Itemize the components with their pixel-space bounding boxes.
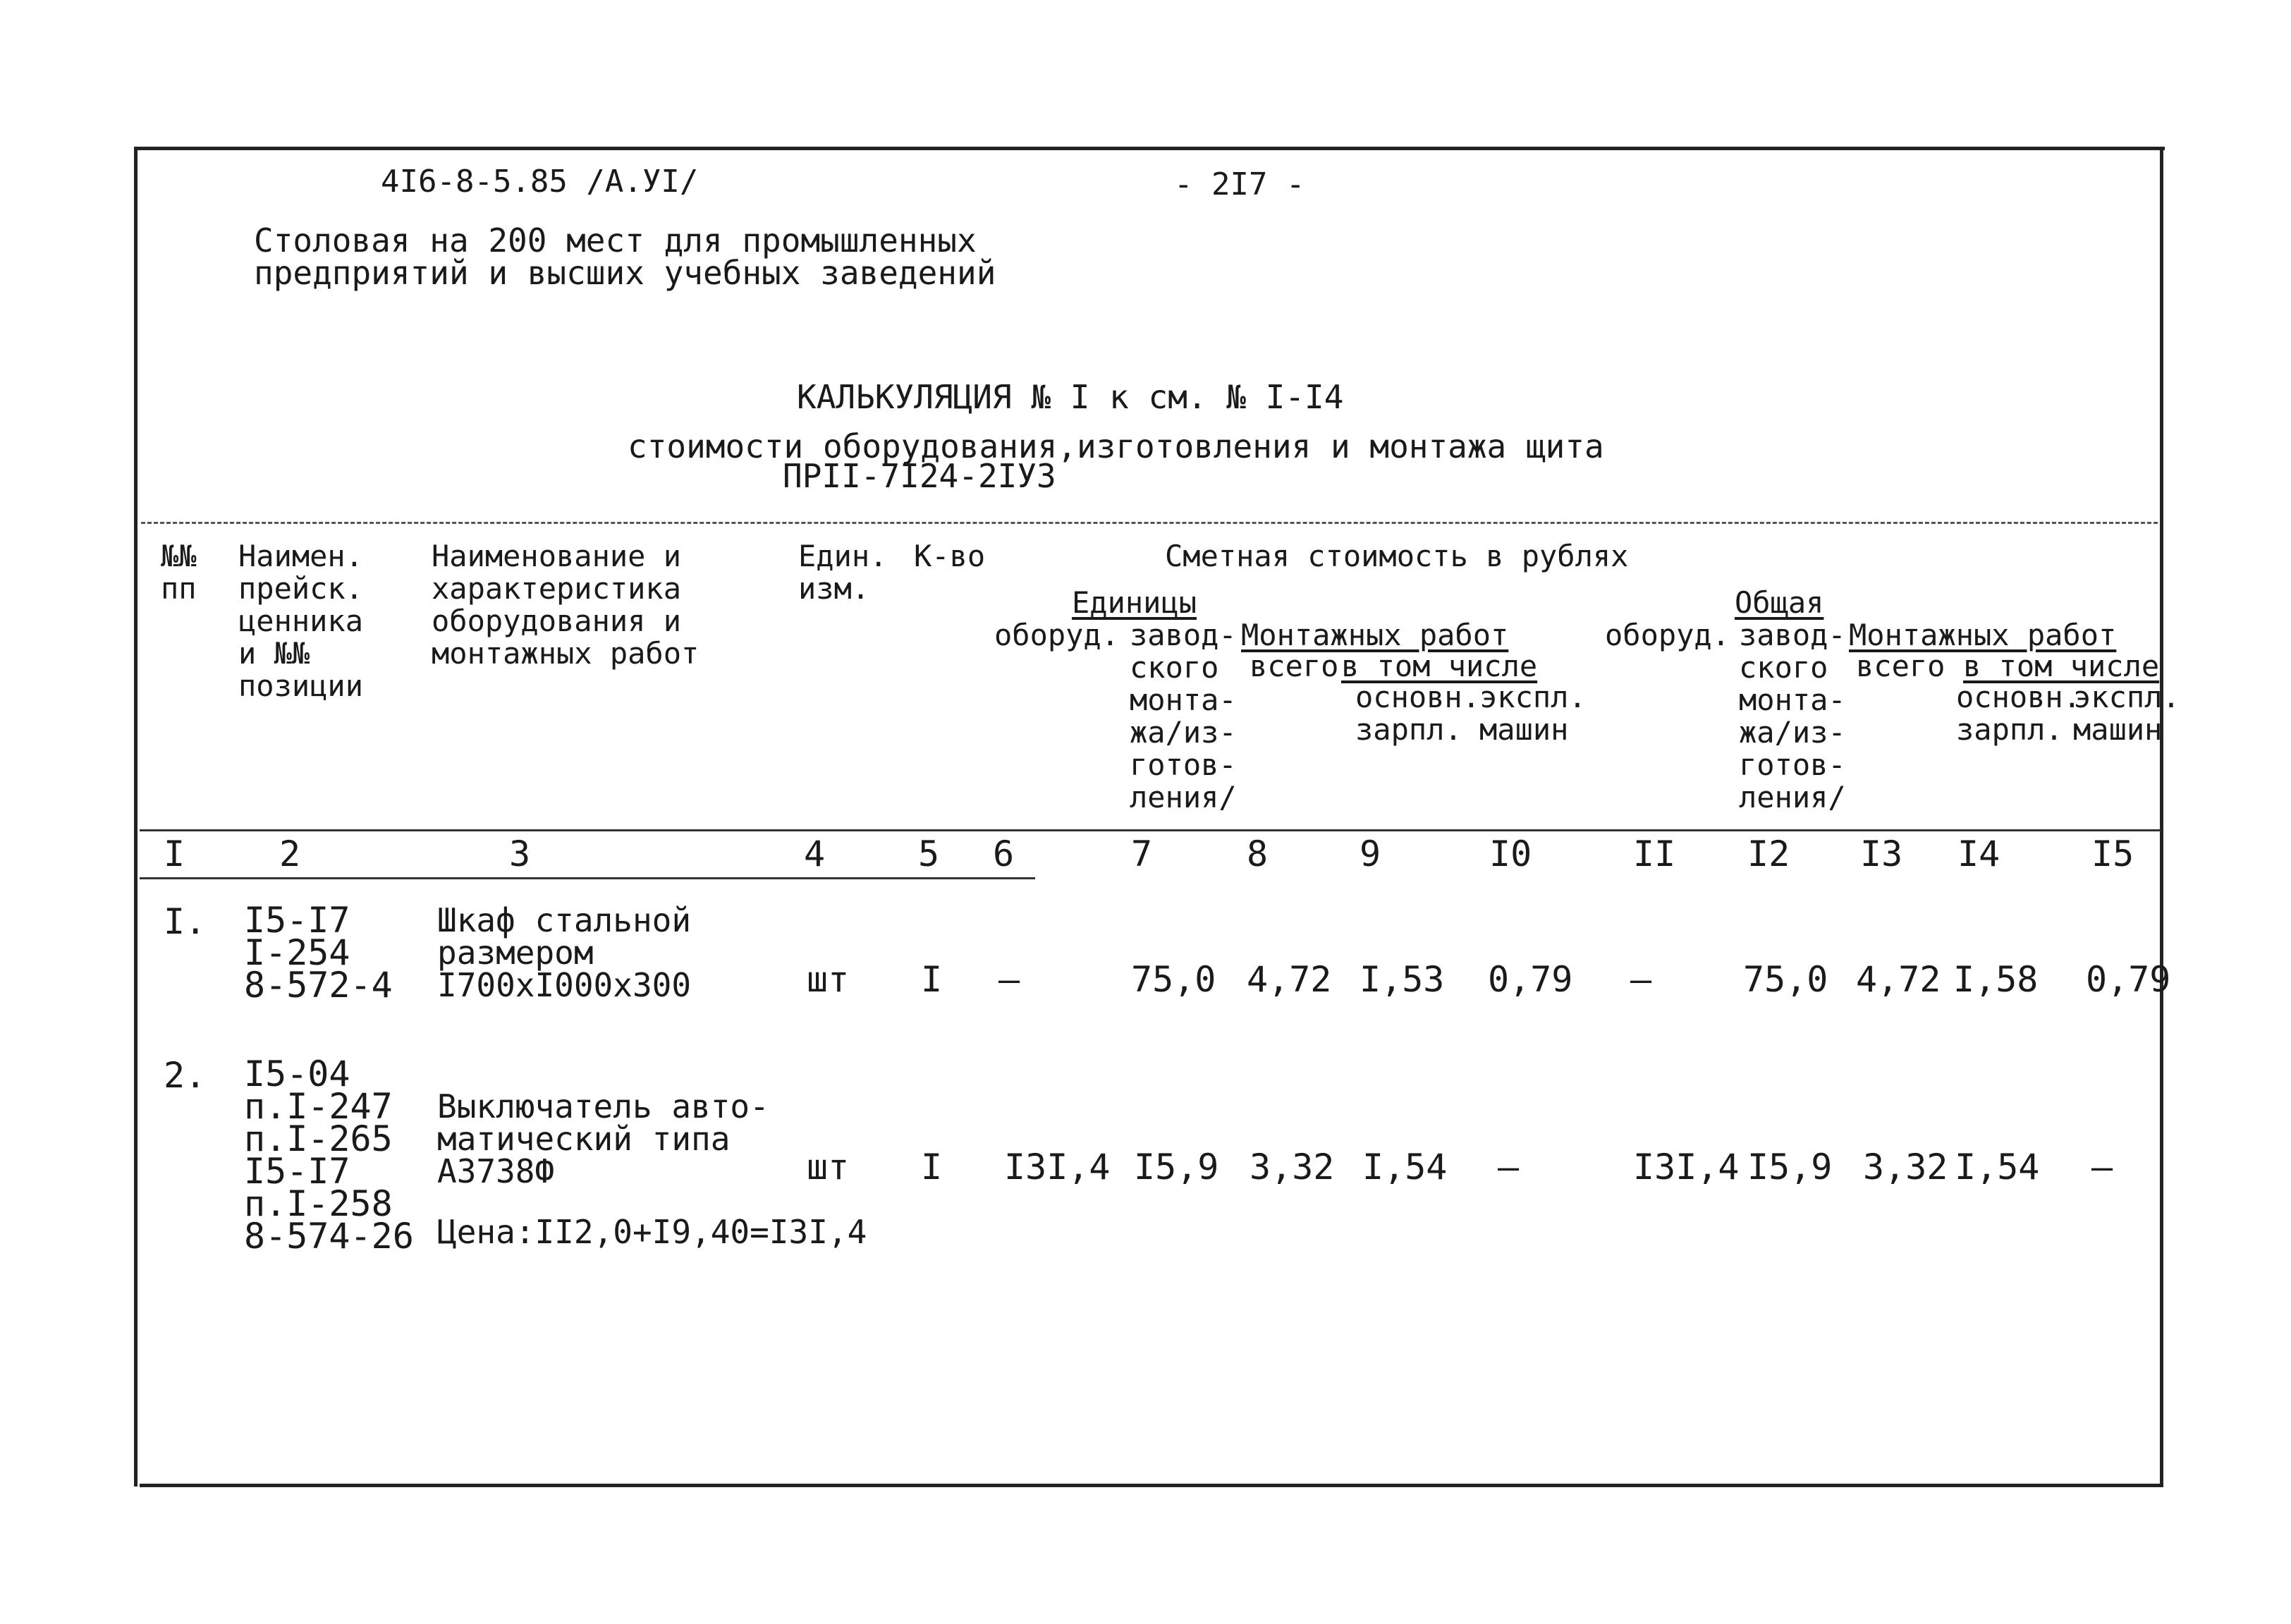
row-total-factory: I5,9 bbox=[1747, 1147, 1833, 1188]
header-col-pricelist: Наимен. прейск. ценника и №№ позиции bbox=[238, 539, 364, 703]
header-total-equipment: оборуд. bbox=[1605, 618, 1730, 652]
row-unit-wages: I,54 bbox=[1362, 1147, 1448, 1188]
header-unit-total: всего bbox=[1250, 649, 1339, 683]
row-total-mount-total: 3,32 bbox=[1863, 1147, 1948, 1188]
column-number: 4 bbox=[804, 834, 826, 874]
column-number: I0 bbox=[1489, 834, 1532, 874]
row-unit: шт bbox=[807, 959, 850, 1000]
column-number: I5 bbox=[2091, 834, 2134, 874]
row-qty: I bbox=[921, 959, 943, 1000]
column-number: 9 bbox=[1360, 834, 1381, 874]
header-unit-equipment: оборуд. bbox=[994, 618, 1120, 652]
header-total-machines: экспл. машин bbox=[2073, 680, 2180, 747]
row-price-note: Цена:II2,0+I9,40=I3I,4 bbox=[437, 1213, 867, 1251]
header-unit-wages: основн. зарпл. bbox=[1355, 680, 1481, 747]
row-unit-machines: – bbox=[1498, 1147, 1520, 1188]
calculation-title: КАЛЬКУЛЯЦИЯ № I к см. № I-I4 bbox=[797, 378, 1344, 416]
row-unit-equipment: – bbox=[998, 959, 1020, 1000]
row-pricelist-code: I5-I7 I-254 8-572-4 bbox=[244, 900, 393, 1006]
row-unit-wages: I,53 bbox=[1360, 959, 1445, 1000]
header-total-in-that: в том числе bbox=[1963, 649, 2160, 683]
column-number: I4 bbox=[1957, 834, 2000, 874]
column-number: 7 bbox=[1131, 834, 1153, 874]
row-unit-factory: I5,9 bbox=[1134, 1147, 1219, 1188]
table-header-top-line bbox=[141, 522, 2158, 524]
row-name: Выключатель авто- матический типа А3738Ф bbox=[437, 1087, 769, 1190]
row-name: Шкаф стальной размером I700xI000x300 bbox=[437, 901, 692, 1004]
frame-left-border bbox=[134, 147, 138, 1486]
document-code: 4I6-8-5.85 /А.УI/ bbox=[381, 164, 699, 200]
header-total-wages: основн. зарпл. bbox=[1956, 680, 2082, 747]
header-total-factory: завод- ского монта- жа/из- готов- ления/ bbox=[1739, 618, 1846, 814]
header-unit-machines: экспл. машин bbox=[1479, 680, 1587, 747]
row-unit-mount-total: 3,32 bbox=[1250, 1147, 1335, 1188]
column-number: 3 bbox=[509, 834, 531, 874]
column-number: I2 bbox=[1747, 834, 1790, 874]
header-group-unit: Единицы bbox=[1072, 585, 1197, 620]
header-unit-in-that: в том числе bbox=[1341, 649, 1538, 683]
header-total-total: всего bbox=[1856, 649, 1945, 683]
header-total-mount-works: Монтажных работ bbox=[1849, 618, 2117, 652]
frame-top-border bbox=[134, 147, 2165, 150]
row-total-equipment: I3I,4 bbox=[1633, 1147, 1740, 1188]
column-number: I bbox=[164, 834, 185, 874]
row-total-factory: 75,0 bbox=[1743, 959, 1828, 1000]
column-number: I3 bbox=[1860, 834, 1903, 874]
calculation-subtitle: стоимости оборудования,изготовления и монтажа щита bbox=[628, 427, 1604, 465]
header-unit-mount-works: Монтажных работ bbox=[1241, 618, 1509, 652]
header-group-total: Общая bbox=[1735, 585, 1824, 620]
column-number: 6 bbox=[993, 834, 1015, 874]
frame-bottom-border bbox=[140, 1484, 2163, 1487]
row-unit: шт bbox=[807, 1147, 850, 1188]
frame-right-border bbox=[2160, 147, 2163, 1486]
header-unit-factory: завод- ского монта- жа/из- готов- ления/ bbox=[1130, 618, 1237, 814]
column-number: II bbox=[1633, 834, 1676, 874]
row-total-mount-total: 4,72 bbox=[1856, 959, 1941, 1000]
column-number: 5 bbox=[918, 834, 940, 874]
header-col-number: №№ пп bbox=[161, 539, 197, 606]
row-pricelist-code: I5-04 п.I-247 п.I-265 I5-I7 п.I-258 8-574-26 bbox=[244, 1054, 414, 1257]
row-unit-factory: 75,0 bbox=[1131, 959, 1216, 1000]
row-total-equipment: – bbox=[1630, 959, 1652, 1000]
row-unit-machines: 0,79 bbox=[1488, 959, 1573, 1000]
column-number: 2 bbox=[279, 834, 301, 874]
page-number: - 2I7 - bbox=[1174, 166, 1305, 202]
row-total-wages: I,54 bbox=[1955, 1147, 2040, 1188]
row-unit-equipment: I3I,4 bbox=[1004, 1147, 1111, 1188]
header-group-estimated-cost: Сметная стоимость в рублях bbox=[1165, 539, 1629, 573]
header-bottom-line bbox=[140, 829, 2161, 831]
header-col-name: Наименование и характеристика оборудования и монтажных работ bbox=[432, 539, 699, 671]
row-qty: I bbox=[921, 1147, 943, 1188]
row-total-wages: I,58 bbox=[1953, 959, 2039, 1000]
calculation-code: ПРII-7I24-2IУЗ bbox=[783, 457, 1056, 495]
row-total-machines: 0,79 bbox=[2086, 959, 2171, 1000]
row-unit-mount-total: 4,72 bbox=[1247, 959, 1332, 1000]
column-number: 8 bbox=[1247, 834, 1269, 874]
header-col-unit: Един. изм. bbox=[798, 539, 888, 606]
header-col-qty: К-во bbox=[914, 539, 986, 573]
row-total-machines: – bbox=[2091, 1147, 2113, 1188]
row-number: I. bbox=[164, 901, 207, 942]
column-numbers-bottom-line bbox=[140, 877, 1035, 879]
row-number: 2. bbox=[164, 1055, 207, 1096]
document-subtitle: Столовая на 200 мест для промышленных предприятий и высших учебных заведений bbox=[254, 221, 996, 292]
